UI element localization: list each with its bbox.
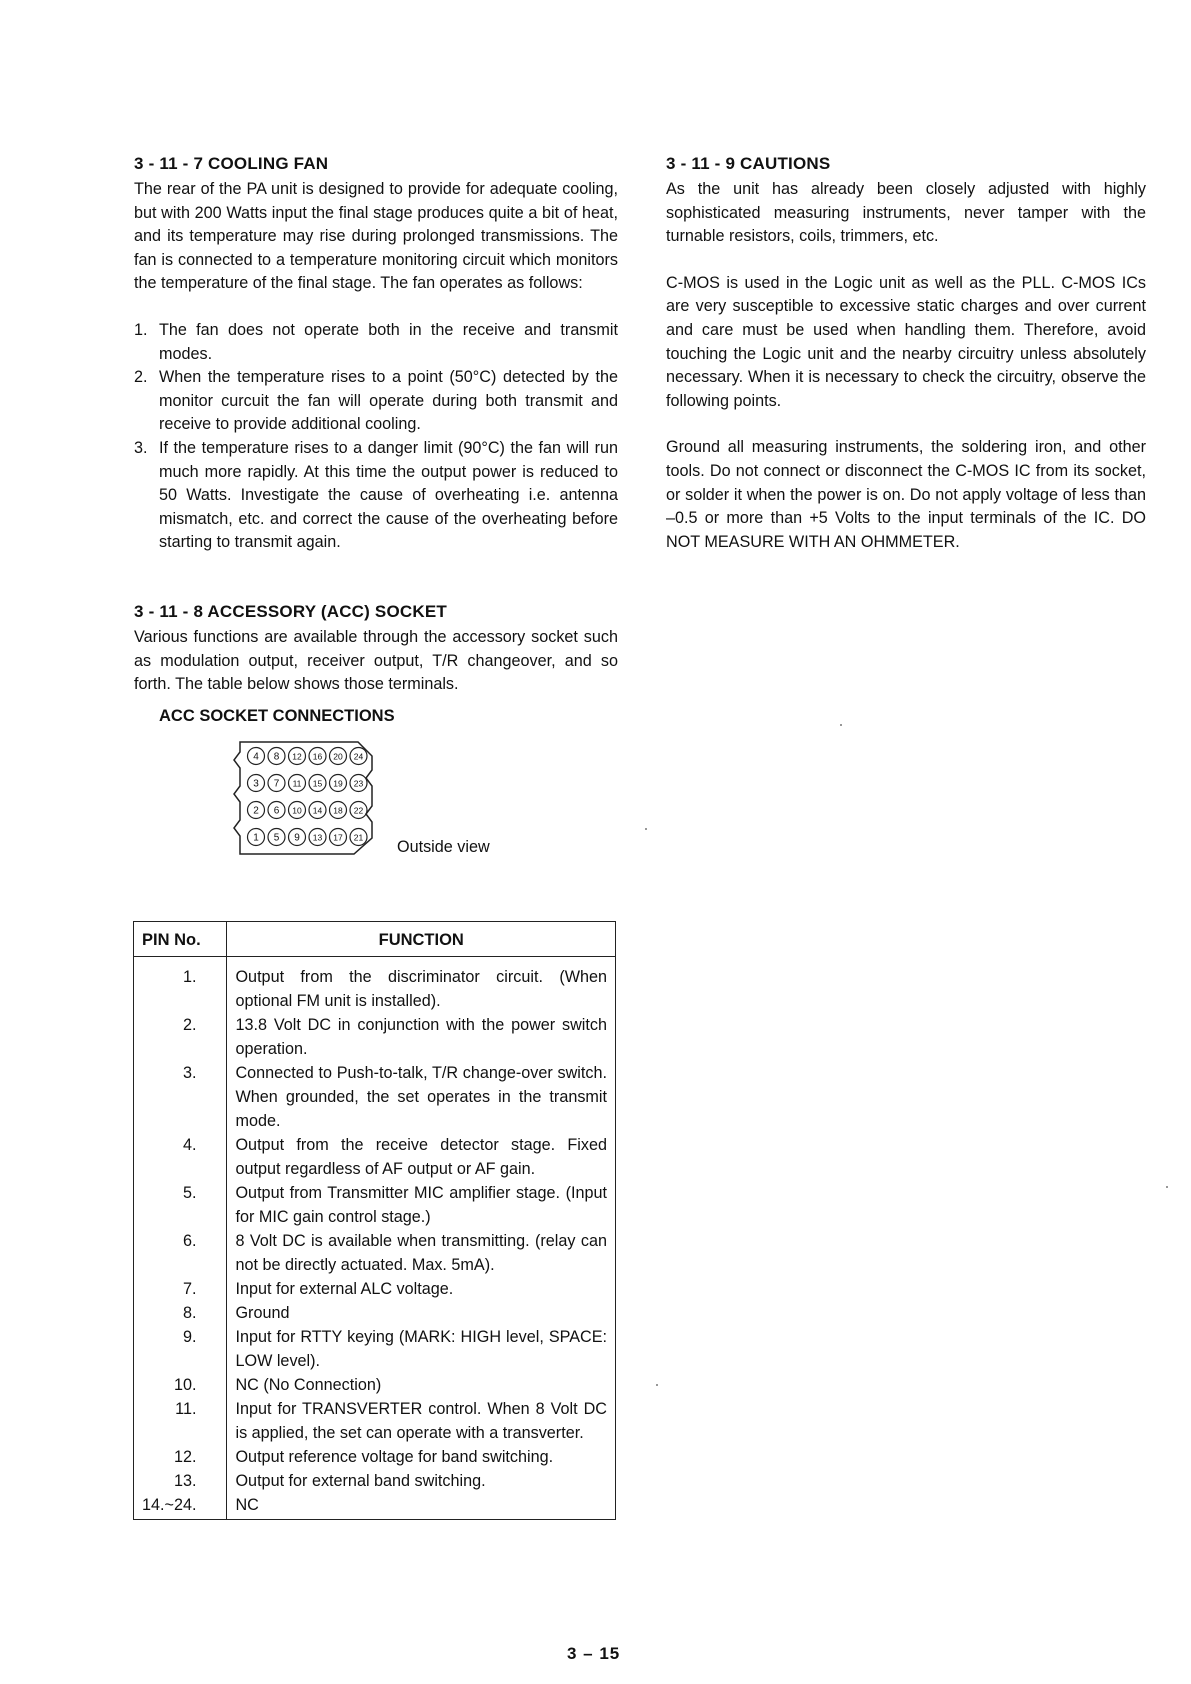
cautions-heading: 3 - 11 - 9 CAUTIONS	[666, 154, 831, 173]
table-row	[134, 1469, 616, 1493]
pin-function: Output from Transmitter MIC amplifier stage. (Input for MIC gain control stage.)	[235, 1184, 607, 1226]
right-column	[666, 152, 1146, 554]
left-column	[134, 152, 618, 870]
cooling-fan-list	[134, 319, 618, 555]
pin-number: 1.	[134, 957, 227, 1014]
cooling-fan-intro: The rear of the PA unit is designed to provide for adequate cooling, but with 200 Watts input the final stage produces quite a bit of heat, and its temperature may rise during prolonged transmissions. The fan is connected to a temperature monitoring circuit which monitors the temperature of the final stage. The fan operates as follows:	[134, 180, 618, 293]
scan-speck	[840, 724, 842, 726]
pin-function: NC (No Connection)	[235, 1376, 382, 1394]
table-row	[134, 1061, 616, 1133]
table-row	[134, 957, 616, 1014]
socket-pin-label: 2	[253, 805, 259, 817]
outside-view-label: Outside view	[397, 838, 490, 857]
table-row	[134, 1013, 616, 1061]
pin-number: 13.	[134, 1469, 227, 1493]
table-row	[134, 1229, 616, 1277]
list-item-number: 3.	[134, 438, 148, 457]
table-row	[134, 1133, 616, 1181]
socket-pin-label: 6	[273, 805, 280, 817]
socket-pin-label: 12	[292, 751, 302, 762]
list-item-text: When the temperature rises to a point (50°C) detected by the monitor curcuit the fan will operate during both transmit and receive to provide additional cooling.	[159, 368, 618, 434]
socket-pin-label: 10	[292, 805, 302, 816]
pin-number: 10.	[134, 1373, 227, 1397]
scan-speck	[1166, 1186, 1168, 1188]
cautions-paragraph-3: Ground all measuring instruments, the soldering iron, and other tools. Do not connect or disconnect the C-MOS IC from its socket, or solder it when the power is on. Do not apply voltage of less than –0.5 or more than +5 Volts to the input terminals of the IC. DO NOT MEASURE WITH AN OHMMETER.	[666, 438, 1146, 551]
list-item-number: 1.	[134, 320, 148, 339]
acc-socket-connections-title: ACC SOCKET CONNECTIONS	[159, 706, 395, 725]
socket-pin-label: 24	[353, 751, 364, 762]
pin-function: Output for external band switching.	[235, 1472, 486, 1490]
table-header-row	[134, 922, 616, 957]
cautions-paragraph-1: As the unit has already been closely adjusted with highly sophisticated measuring instruments, never tamper with the turnable resistors, coils, trimmers, etc.	[666, 180, 1146, 246]
socket-pin-label: 21	[353, 832, 364, 843]
pin-function: 8 Volt DC is available when transmitting. (relay can not be directly actuated. Max. 5mA).	[235, 1232, 607, 1274]
pin-number: 7.	[134, 1277, 227, 1301]
pin-number: 11.	[134, 1397, 227, 1445]
socket-pin-label: 3	[253, 778, 259, 790]
list-item-text: If the temperature rises to a danger limit (90°C) the fan will run much more rapidly. At this time the output power is reduced to 50 Watts. Investigate the cause of overheating i.e. antenna mismatch, etc. and correct the cause of the overheating before starting to transmit again.	[159, 438, 618, 552]
socket-pin-label: 16	[312, 751, 323, 762]
accessory-socket-intro: Various functions are available through the accessory socket such as modulation output, receiver output, T/R changeover, and so forth. The table below shows those terminals.	[134, 627, 618, 694]
table-row	[134, 1445, 616, 1469]
pin-number: 9.	[134, 1325, 227, 1373]
socket-pin-label: 9	[294, 832, 300, 844]
cooling-fan-heading: 3 - 11 - 7 COOLING FAN	[134, 154, 329, 173]
acc-connections-table	[133, 921, 616, 1520]
socket-pin-label: 20	[333, 751, 343, 762]
scan-speck	[645, 828, 647, 830]
table-row	[134, 1277, 616, 1301]
list-item	[134, 319, 618, 366]
header-pin-no: PIN No.	[134, 922, 227, 957]
acc-socket-diagram	[134, 734, 618, 870]
table-row	[134, 1325, 616, 1373]
pin-number: 4.	[134, 1133, 227, 1181]
pin-function: Output from the discriminator circuit. (When optional FM unit is installed).	[235, 968, 607, 1010]
pin-number: 5.	[134, 1181, 227, 1229]
table-row	[134, 1397, 616, 1445]
socket-pin-label: 8	[273, 751, 280, 763]
list-item-number: 2.	[134, 368, 148, 387]
list-item-text: The fan does not operate both in the receive and transmit modes.	[159, 320, 618, 363]
pin-function: Output reference voltage for band switching.	[235, 1448, 554, 1466]
pin-number: 14.~24.	[134, 1493, 227, 1520]
pin-function: Ground	[235, 1304, 290, 1322]
header-function: FUNCTION	[227, 922, 616, 957]
socket-pin-label: 13	[312, 832, 323, 843]
table-row	[134, 1373, 616, 1397]
socket-pin-label: 14	[312, 805, 323, 816]
pin-function: Input for external ALC voltage.	[235, 1280, 454, 1298]
pin-function: 13.8 Volt DC in conjunction with the power switch operation.	[235, 1016, 607, 1058]
socket-pin-label: 19	[333, 778, 343, 789]
list-item	[134, 366, 618, 437]
socket-pin-label: 4	[253, 751, 259, 763]
table-row	[134, 1181, 616, 1229]
pin-number: 8.	[134, 1301, 227, 1325]
pin-function: Connected to Push-to-talk, T/R change-over switch. When grounded, the set operates in the transmit mode.	[235, 1064, 607, 1130]
list-item	[134, 437, 618, 555]
accessory-socket-heading: 3 - 11 - 8 ACCESSORY (ACC) SOCKET	[134, 601, 447, 621]
socket-outline-icon	[230, 740, 384, 858]
scan-speck	[656, 1384, 658, 1386]
socket-pin-label: 15	[312, 778, 323, 789]
pin-number: 6.	[134, 1229, 227, 1277]
cautions-paragraph-2: C-MOS is used in the Logic unit as well as the PLL. C-MOS ICs are very susceptible to excessive static charges and over current and care must be used when handling them. Therefore, avoid touching the Logic unit and the nearby circuitry unless absolutely necessary. When it is necessary to check the circuitry, observe the following points.	[666, 273, 1146, 410]
table-row	[134, 1493, 616, 1520]
pin-number: 2.	[134, 1013, 227, 1061]
pin-function: NC	[235, 1496, 259, 1514]
socket-pin-label: 11	[292, 778, 302, 789]
socket-pin-label: 7	[273, 778, 280, 790]
socket-pin-label: 18	[333, 805, 343, 816]
table-row	[134, 1301, 616, 1325]
pin-function: Output from the receive detector stage. Fixed output regardless of AF output or AF gain.	[235, 1136, 607, 1178]
pin-number: 3.	[134, 1061, 227, 1133]
pin-function: Input for RTTY keying (MARK: HIGH level, SPACE: LOW level).	[235, 1328, 607, 1370]
page-number: 3 – 15	[567, 1644, 621, 1663]
socket-pin-label: 23	[353, 778, 364, 789]
pin-number: 12.	[134, 1445, 227, 1469]
socket-pin-label: 5	[273, 832, 280, 844]
pin-function: Input for TRANSVERTER control. When 8 Volt DC is applied, the set can operate with a transverter.	[235, 1400, 607, 1442]
socket-pin-label: 1	[253, 832, 259, 844]
socket-pin-label: 22	[353, 805, 364, 816]
socket-pin-label: 17	[333, 832, 343, 843]
